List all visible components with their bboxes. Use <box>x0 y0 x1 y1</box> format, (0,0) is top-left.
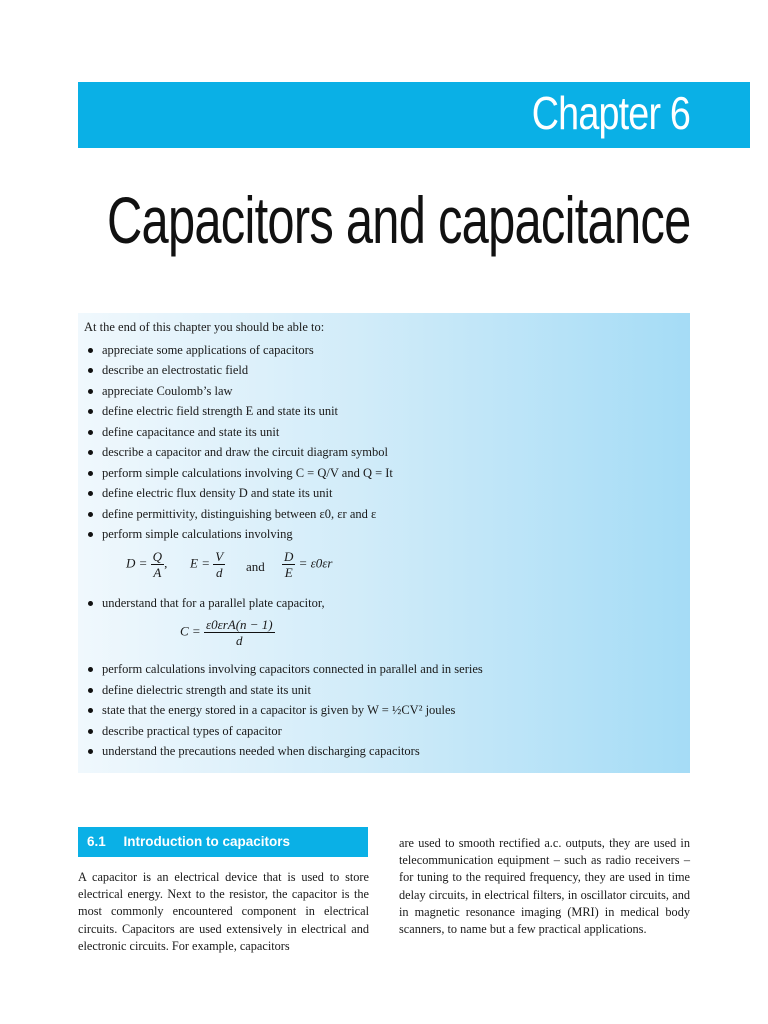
objective-item: define dielectric strength and state its unit <box>84 680 690 701</box>
objectives-list-end <box>84 659 690 762</box>
objective-item: appreciate some applications of capacitors <box>84 340 690 361</box>
body-paragraph-right: are used to smooth rectified a.c. outputs, they are used in telecommunication equipment – such as radio receivers – for tuning to the required frequency, they are used in time delay circuits, in electrical filters, in oscillator circuits, and in magnetic resonance imaging (MRI) in medical body scanners, to name but a few practical applications. <box>399 836 690 937</box>
eq-c-lhs: C = <box>180 623 201 639</box>
objectives-intro: At the end of this chapter you should be able to: <box>84 320 325 334</box>
objective-item: describe practical types of capacitor <box>84 721 690 742</box>
objective-item: understand that for a parallel plate capacitor, <box>84 593 690 614</box>
eq-d-lhs: D = <box>126 554 148 570</box>
objectives-list <box>84 340 690 545</box>
chapter-label: Chapter 6 <box>531 87 690 139</box>
body-paragraph-left: A capacitor is an electrical device that is used to store electrical energy. Next to the resistor, the capacitor is the most commonly encountered component in electrical circuits. Capacitors are used extensively in electrical and electronic circuits. For example, capacitors <box>78 870 369 953</box>
section-heading <box>78 827 368 857</box>
chapter-banner <box>78 82 750 148</box>
objective-item: describe a capacitor and draw the circuit diagram symbol <box>84 442 690 463</box>
equation-flux-field-permittivity: D = $\frac{Q}{A}$ , E = $\frac{V}{d}$ and $\frac{D}{E}$ = ε0εr <box>126 548 333 580</box>
objectives-list-cont <box>84 593 690 614</box>
eq-d-over-e: $\frac{D}{E}$ <box>284 548 294 580</box>
objective-item: perform simple calculations involving C = Q/V and Q = It <box>84 463 690 484</box>
objective-item: define electric field strength E and state its unit <box>84 401 690 422</box>
objective-item: understand the precautions needed when discharging capacitors <box>84 741 690 762</box>
learning-objectives-box <box>78 313 690 773</box>
eq-permittivity-rhs: = ε0εr <box>298 554 333 570</box>
equation-parallel-plate <box>84 613 690 659</box>
eq-capacitance-fraction: $\frac{\text{ε0εrA(n − 1)}}{d}$ <box>205 617 273 648</box>
objective-item: define electric flux density D and state its unit <box>84 483 690 504</box>
chapter-title: Capacitors and capacitance <box>106 183 690 257</box>
objective-item: appreciate Coulomb’s law <box>84 381 690 402</box>
eq-q-over-a: $\frac{Q}{A}$ <box>152 548 163 580</box>
section-number: 6.1 <box>87 834 106 849</box>
objective-item: describe an electrostatic field <box>84 360 690 381</box>
eq-v-over-d: $\frac{V}{d}$ <box>215 548 224 580</box>
objective-item: define capacitance and state its unit <box>84 422 690 443</box>
objective-item: state that the energy stored in a capacitor is given by W = ½CV² joules <box>84 700 690 721</box>
objective-item: perform calculations involving capacitors connected in parallel and in series <box>84 659 690 680</box>
eq-and: and <box>246 558 265 574</box>
section-title: Introduction to capacitors <box>123 834 291 849</box>
objective-item: define permittivity, distinguishing between ε0, εr and ε <box>84 504 690 525</box>
objective-item: perform simple calculations involving <box>84 524 690 545</box>
eq-e-lhs: E = <box>190 554 210 570</box>
